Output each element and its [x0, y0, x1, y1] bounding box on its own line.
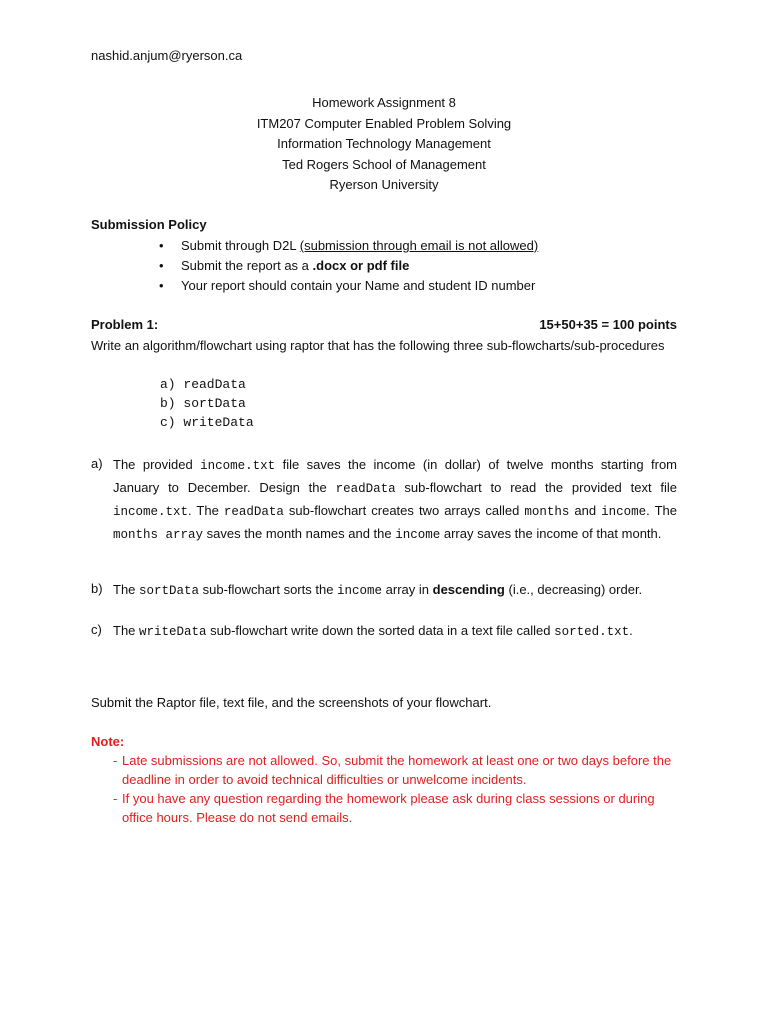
problem-intro: Write an algorithm/flowchart using raptor that has the following three sub-flowcharts/sub-procedures: [91, 338, 665, 353]
part-label: c): [91, 622, 102, 637]
part-c-text: The writeData sub-flowchart write down the sorted data in a text file called sorted.txt.: [113, 623, 633, 639]
problem-title: Problem 1:: [91, 317, 159, 332]
part-c: [91, 620, 677, 643]
submission-policy-title: Submission Policy: [91, 217, 207, 232]
policy-item: • Your report should contain your Name and student ID number: [152, 276, 538, 296]
policy-item: • Submit the report as a .docx or pdf file: [152, 256, 538, 276]
school-name: Ted Rogers School of Management: [282, 156, 486, 172]
part-label: a): [91, 456, 103, 471]
problem-points: 15+50+35 = 100 points: [539, 317, 677, 332]
part-b: [91, 579, 677, 602]
note-item: - If you have any question regarding the homework please ask during class sessions or during office hours. Please do not send emails.: [91, 789, 679, 827]
closing-instruction: Submit the Raptor file, text file, and the screenshots of your flowchart.: [91, 695, 492, 710]
author-email: nashid.anjum@ryerson.ca: [91, 48, 243, 63]
part-label: b): [91, 581, 103, 596]
procedure-item: b) sortData: [160, 396, 246, 411]
procedure-list: [160, 375, 254, 432]
part-a-text: The provided income.txt file saves the income (in dollar) of twelve months starting from January to December. Design the readData sub-flowchart to read the provided text file income.txt. The readData sub-flowchart creates two arrays called months and income. The months array saves the month names and the income array saves the income of that month.: [113, 457, 677, 542]
procedure-item: a) readData: [160, 377, 246, 392]
program-name: Information Technology Management: [277, 136, 491, 151]
policy-item: • Submit through D2L (submission through email is not allowed): [152, 236, 538, 256]
note-list: [91, 751, 679, 827]
note-item: - Late submissions are not allowed. So, submit the homework at least one or two days before the deadline in order to avoid technical difficulties or unwelcome incidents.: [91, 751, 679, 789]
part-a: [91, 454, 677, 546]
assignment-title: Homework Assignment 8: [312, 95, 456, 110]
note-title: Note:: [91, 734, 125, 749]
course-name: ITM207 Computer Enabled Problem Solving: [256, 115, 512, 131]
problem-header: [91, 315, 677, 335]
part-b-text: The sortData sub-flowchart sorts the income array in descending (i.e., decreasing) order.: [113, 582, 643, 598]
university-name: Ryerson University: [329, 177, 439, 192]
document-header: [0, 93, 768, 196]
submission-policy-list: [152, 236, 538, 296]
procedure-item: c) writeData: [160, 415, 254, 430]
